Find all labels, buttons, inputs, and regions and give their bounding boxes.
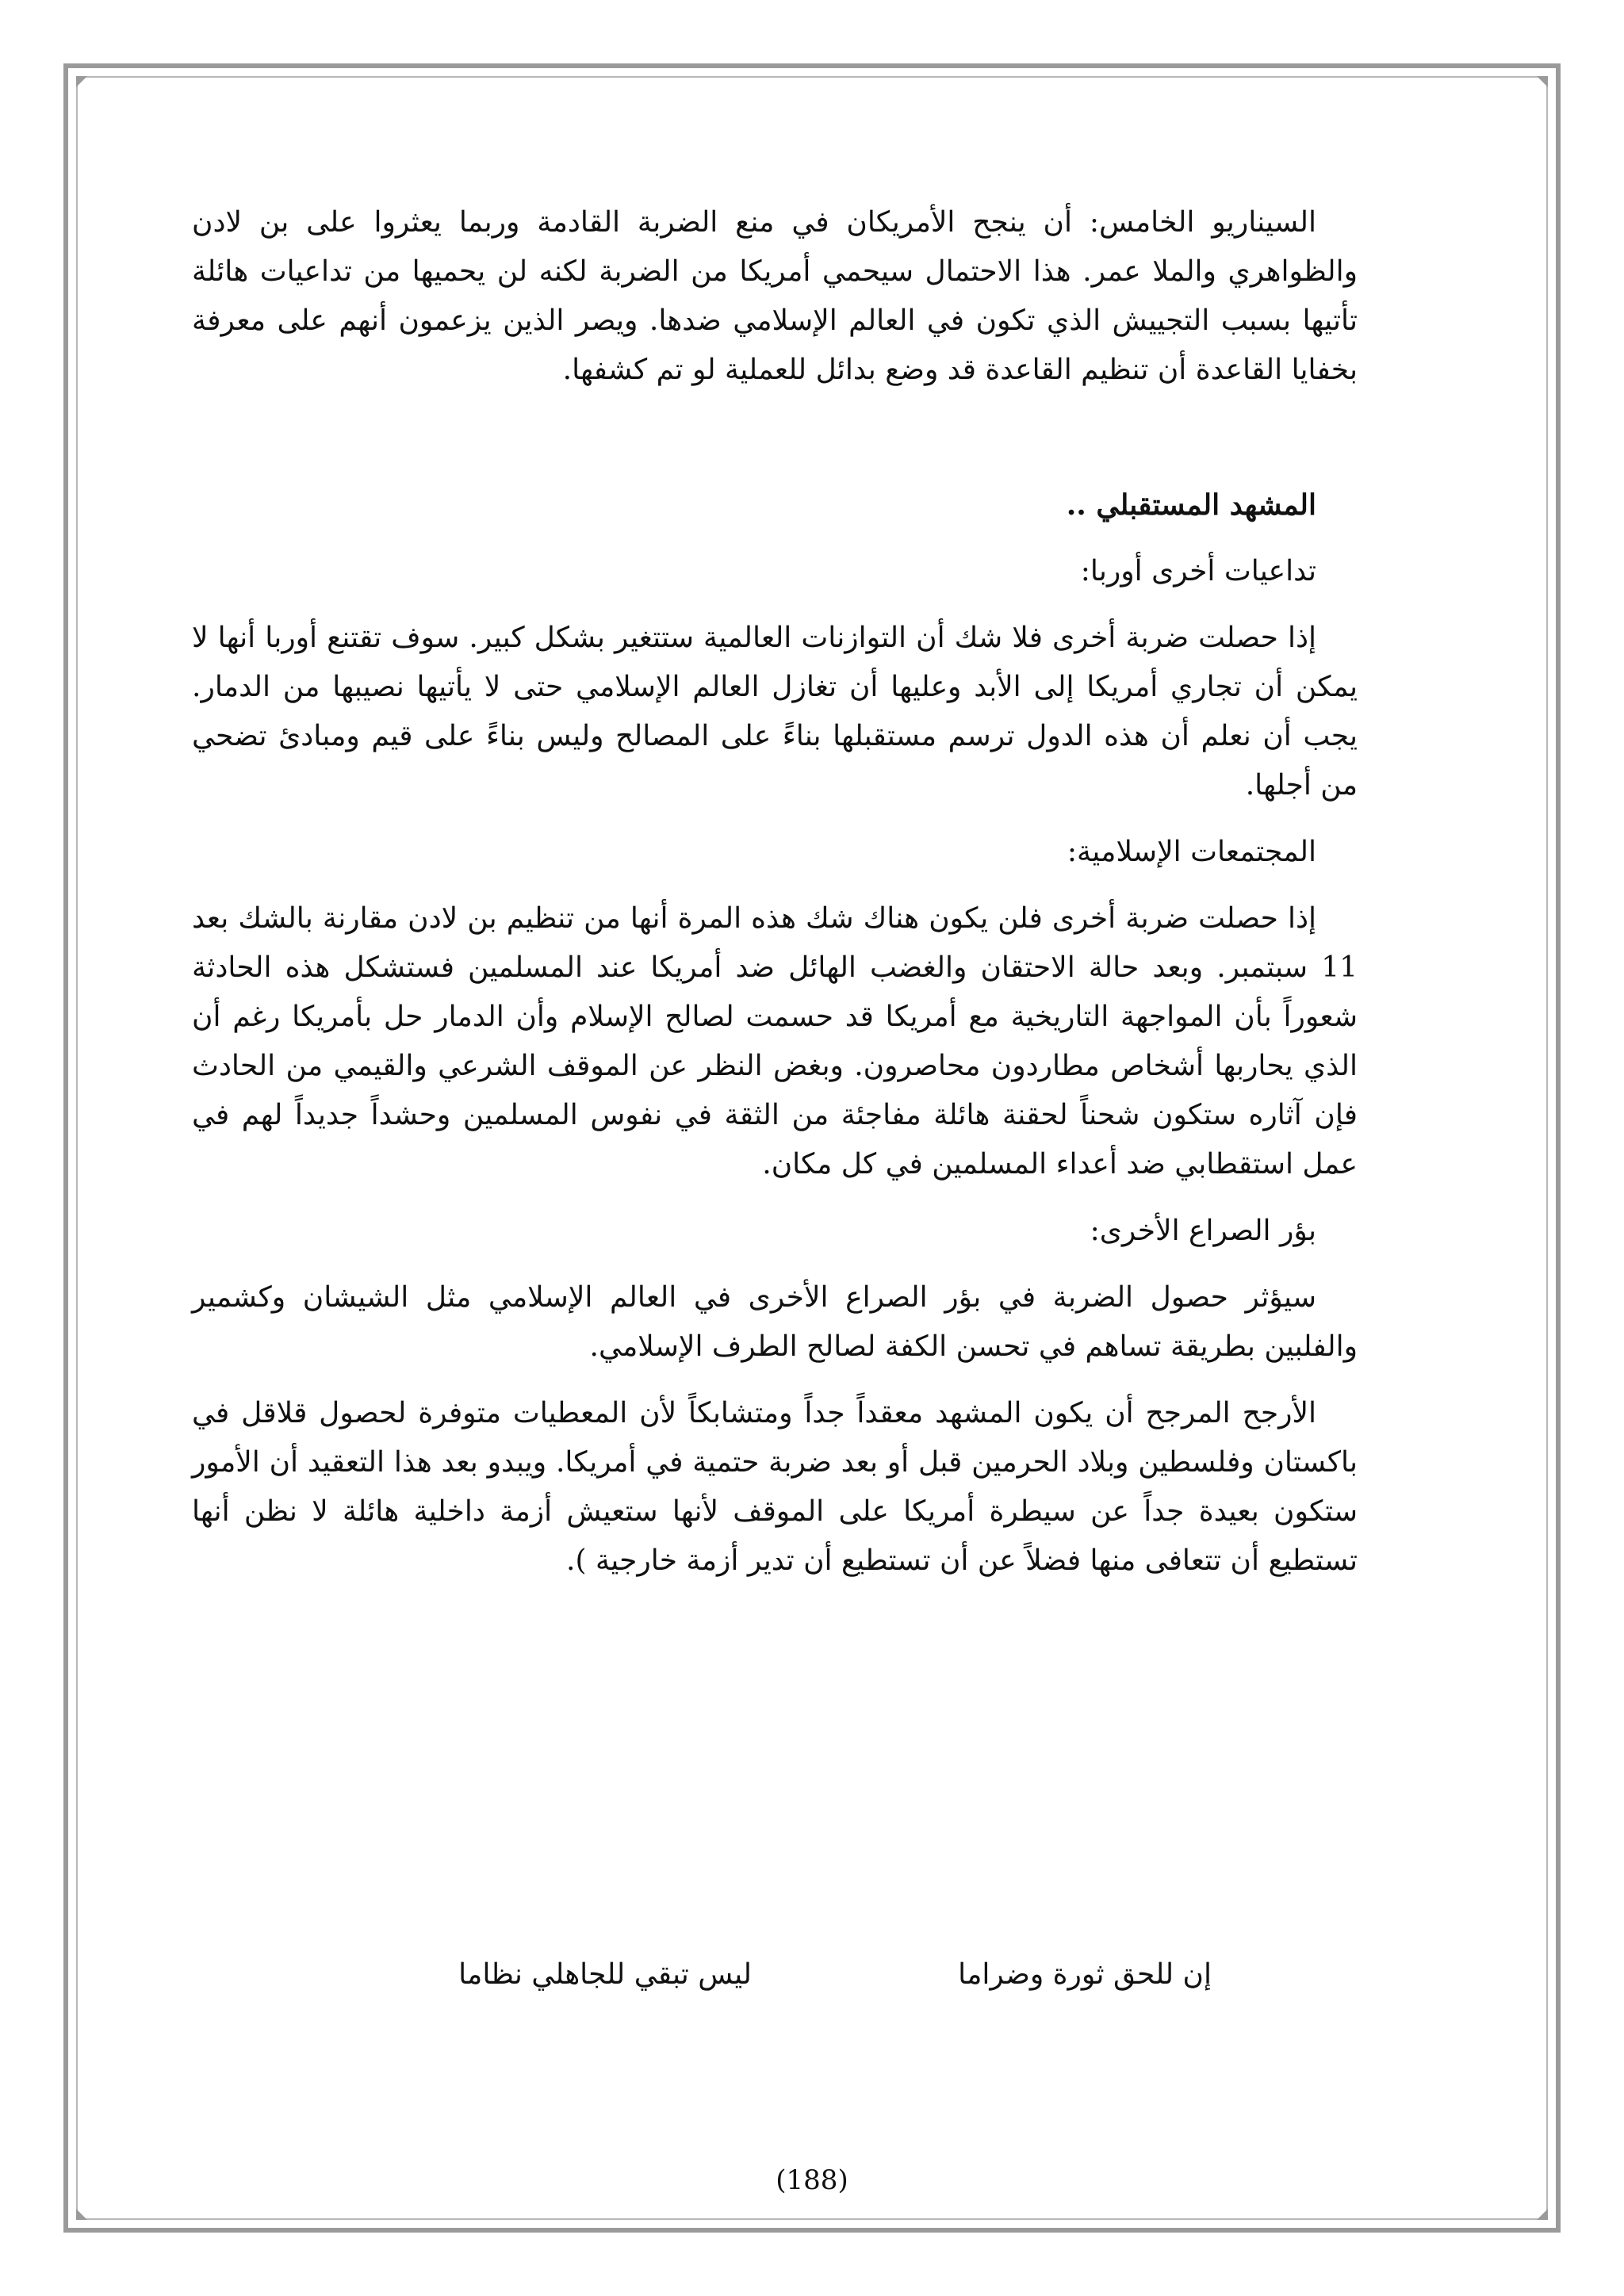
verse-first-hemistich: إن للحق ثورة وضراما (958, 1958, 1212, 1991)
poetry-verse (0, 1958, 1624, 2007)
subheading-islamic-societies: المجتمعات الإسلامية: (1067, 836, 1316, 868)
section-heading: المشهد المستقبلي .. (1066, 488, 1316, 522)
page-body (192, 198, 1358, 1586)
frame-corner-ornament (1537, 76, 1548, 87)
verse-second-hemistich: ليس تبقي للجاهلي نظاما (458, 1958, 752, 1991)
paragraph-scenario-five: السيناريو الخامس: أن ينجح الأمريكان في منع الضربة القادمة وربما يعثروا على بن لادن والظواهري والملا عمر. هذا الاحتمال سيحمي أمريكا من الضربة لكنه لن يحميها من تداعيات هائلة تأتيها بسبب التجييش الذي تكون في العالم الإسلامي ضدها. ويصر الذين يزعمون أنهم على معرفة بخفايا القاعدة أن تنظيم القاعدة قد وضع بدائل للعملية لو تم كشفها. (192, 206, 1358, 386)
page-number: (188) (776, 2164, 848, 2196)
paragraph-europe: إذا حصلت ضربة أخرى فلا شك أن التوازنات العالمية ستتغير بشكل كبير. سوف تقتنع أوربا أنها لا يمكن أن تجاري أمريكا إلى الأبد وعليها أن تغازل العالم الإسلامي حتى لا يأتيها نصيبها من الدمار. يجب أن نعلم أن هذه الدول ترسم مستقبلها بناءً على المصالح وليس بناءً على قيم ومبادئ تضحي من أجلها. (192, 622, 1358, 802)
frame-corner-ornament (76, 2209, 87, 2220)
paragraph-islamic-societies: إذا حصلت ضربة أخرى فلن يكون هناك شك هذه المرة أنها من تنظيم بن لادن مقارنة بالشك بعد 11 سبتمبر. وبعد حالة الاحتقان والغضب الهائل ضد أمريكا عند المسلمين فستشكل هذه الحادثة شعوراً بأن المواجهة التاريخية مع أمريكا قد حسمت لصالح الإسلام وأن الدمار حل بأمريكا رغم أن الذي يحاربها أشخاص مطاردون محاصرون. وبغض النظر عن الموقف الشرعي والقيمي من الحادث فإن آثاره ستكون شحناً لحقنة هائلة مفاجئة من الثقة في نفوس المسلمين وحشداً جديداً لهم في عمل استقطابي ضد أعداء المسلمين في كل مكان. (192, 902, 1358, 1181)
frame-corner-ornament (1537, 2209, 1548, 2220)
subheading-conflict-zones: بؤر الصراع الأخرى: (1090, 1215, 1316, 1247)
paragraph-conflict-zones: سيؤثر حصول الضربة في بؤر الصراع الأخرى في العالم الإسلامي مثل الشيشان وكشمير والفلبين بطريقة تساهم في تحسن الكفة لصالح الطرف الإسلامي. (192, 1281, 1358, 1363)
paragraph-conclusion: الأرجح المرجح أن يكون المشهد معقداً جداً ومتشابكاً لأن المعطيات متوفرة لحصول قلاقل في باكستان وفلسطين وبلاد الحرمين قبل أو بعد ضربة حتمية في أمريكا. ويبدو بعد هذا التعقيد أن الأمور ستكون بعيدة جداً عن سيطرة أمريكا على الموقف لأنها ستعيش أزمة داخلية هائلة لا نظن أنها تستطيع أن تتعافى منها فضلاً عن أن تستطيع أن تدير أزمة خارجية ). (192, 1397, 1358, 1577)
subheading-europe: تداعيات أخرى أوربا: (1080, 555, 1316, 587)
frame-corner-ornament (76, 76, 87, 87)
